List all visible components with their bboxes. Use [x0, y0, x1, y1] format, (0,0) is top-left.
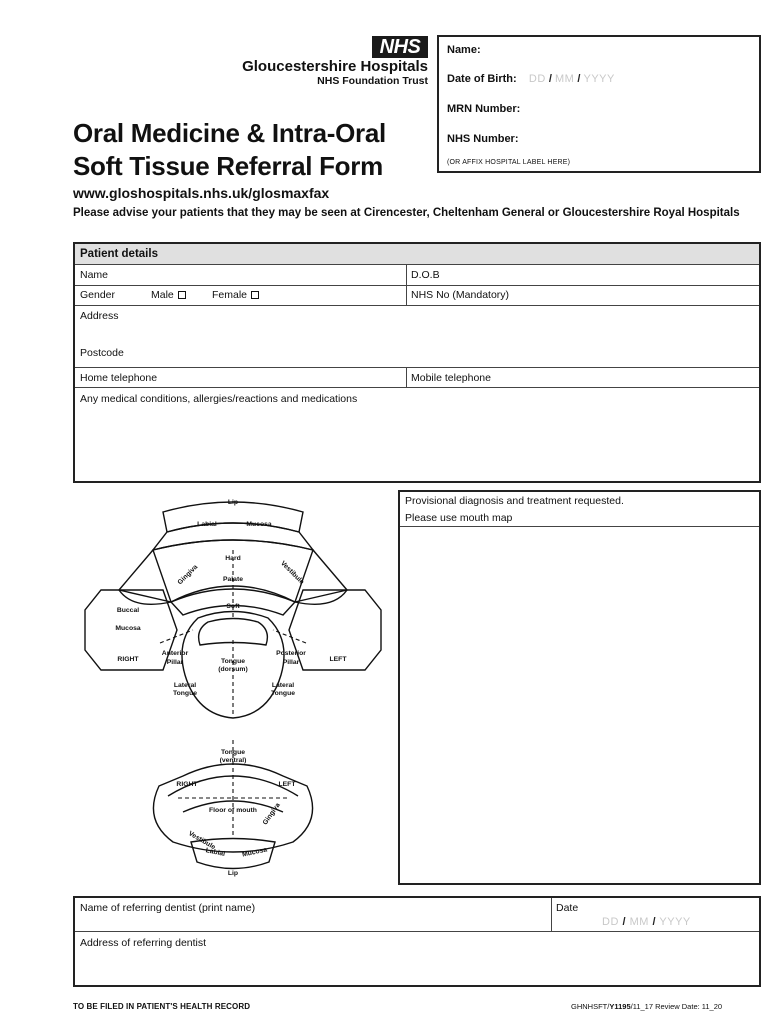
- map-gingiva-lower: Gingiva: [261, 801, 282, 827]
- footer-ref-prefix: GHNHSFT/: [571, 1002, 610, 1011]
- title-line-2: Soft Tissue Referral Form: [73, 151, 383, 181]
- label-nhs: NHS Number:: [447, 133, 519, 145]
- diagnosis-writing-area[interactable]: [400, 526, 759, 527]
- map-anterior: Anterior: [161, 650, 189, 657]
- referral-date-format: DD / MM / YYYY: [602, 916, 691, 928]
- field-medical-conditions[interactable]: Any medical conditions, allergies/reactions and medications: [80, 393, 358, 405]
- vestibule-left-region: [295, 550, 347, 602]
- label-name: Name:: [447, 44, 481, 56]
- map-lip-lower: Lip: [227, 870, 239, 877]
- nhs-logo: NHS: [372, 36, 428, 58]
- map-vestibule-lower: Vestibule: [187, 830, 217, 852]
- female-checkbox[interactable]: [251, 291, 259, 299]
- row-gender-nhs: [75, 286, 759, 306]
- map-posterior: Posterior: [276, 650, 306, 657]
- map-buccal: Buccal: [116, 607, 140, 614]
- footer-reference: [571, 1002, 722, 1012]
- title-line-1: Oral Medicine & Intra-Oral: [73, 118, 386, 148]
- date-mm: MM: [629, 916, 649, 928]
- field-dob[interactable]: D.O.B: [411, 269, 440, 281]
- map-palate: Palate: [222, 576, 244, 583]
- dob-mm: MM: [554, 73, 575, 85]
- field-postcode[interactable]: Postcode: [80, 347, 124, 359]
- map-upper-mucosa: Mucosa: [246, 521, 272, 528]
- mouth-map-diagram[interactable]: [73, 490, 393, 885]
- map-dorsum: (dorsum): [218, 666, 248, 673]
- map-lateral-left: Lateral: [271, 682, 295, 689]
- row-telephone: [75, 368, 759, 388]
- provisional-diagnosis-box[interactable]: [398, 490, 761, 885]
- field-name[interactable]: Name: [80, 269, 109, 281]
- female-label: Female: [212, 289, 248, 301]
- label-mrn: MRN Number:: [447, 103, 521, 115]
- map-lateral-tongue-right: Tongue: [172, 690, 198, 697]
- map-lateral-tongue-left: Tongue: [270, 690, 296, 697]
- map-left-upper: LEFT: [329, 656, 347, 663]
- map-soft: Soft: [226, 603, 240, 610]
- field-nhs-no[interactable]: NHS No (Mandatory): [411, 289, 510, 301]
- field-mobile-telephone[interactable]: Mobile telephone: [411, 372, 491, 384]
- map-floor-of-mouth: Floor of mouth: [209, 807, 257, 814]
- field-referring-name[interactable]: Name of referring dentist (print name): [80, 902, 256, 914]
- map-tongue: Tongue: [220, 658, 246, 665]
- label-dob-row: Date of Birth: DD / MM / YYYY: [447, 73, 615, 85]
- trust-name: Gloucestershire Hospitals: [242, 58, 428, 75]
- map-vestibule-upper: Vestibule: [279, 559, 306, 586]
- map-lateral-right: Lateral: [173, 682, 197, 689]
- map-mucosa-lower: Mucosa: [241, 846, 268, 859]
- map-upper-labial: Labial: [197, 521, 217, 528]
- map-right-lower: RIGHT: [176, 781, 198, 788]
- diagnosis-instruction: Please use mouth map: [405, 512, 513, 524]
- website-link[interactable]: www.gloshospitals.nhs.uk/glosmaxfax: [73, 185, 330, 201]
- patient-label-box: [437, 35, 761, 173]
- map-tongue-ventral: Tongue: [220, 749, 246, 756]
- gender-male[interactable]: [151, 288, 186, 302]
- row-name-dob: [75, 265, 759, 286]
- map-ventral: (ventral): [219, 757, 247, 764]
- referring-dentist-table: [73, 896, 761, 987]
- map-hard: Hard: [225, 555, 241, 562]
- field-referring-address[interactable]: Address of referring dentist: [80, 937, 207, 949]
- row-address: [75, 306, 759, 368]
- field-address[interactable]: Address: [80, 310, 119, 322]
- map-upper-lip: Lip: [227, 499, 239, 506]
- footer-ref-suffix: /11_17 Review Date: 11_20: [630, 1002, 723, 1011]
- field-referral-date[interactable]: Date: [556, 902, 579, 914]
- label-affix-note: (OR AFFIX HOSPITAL LABEL HERE): [447, 159, 571, 166]
- patient-details-heading: Patient details: [75, 244, 759, 265]
- map-left-lower: LEFT: [278, 781, 296, 788]
- form-title: [73, 117, 386, 183]
- dob-dd: DD: [528, 73, 546, 85]
- map-buccal-mucosa: Mucosa: [115, 625, 141, 632]
- male-label: Male: [151, 289, 174, 301]
- label-dob: Date of Birth:: [447, 73, 517, 85]
- gingiva-right-region: [119, 550, 171, 602]
- trust-subtitle: NHS Foundation Trust: [317, 75, 428, 87]
- date-dd: DD: [602, 916, 619, 928]
- dob-yyyy: YYYY: [583, 73, 615, 85]
- footer-ref-code: Y1195: [609, 1002, 631, 1011]
- advice-text: Please advise your patients that they may be seen at Cirencester, Cheltenham General or Gloucestershire Royal Hospitals: [73, 207, 740, 219]
- map-right-upper: RIGHT: [117, 656, 139, 663]
- map-anterior-pillar: Pillar: [166, 659, 184, 666]
- map-labial-lower: Labial: [204, 847, 226, 858]
- map-posterior-pillar: Pillar: [282, 659, 300, 666]
- field-home-telephone[interactable]: Home telephone: [80, 372, 158, 384]
- gender-female[interactable]: [212, 288, 259, 302]
- male-checkbox[interactable]: [178, 291, 186, 299]
- footer-filing-note: TO BE FILED IN PATIENT'S HEALTH RECORD: [73, 1002, 251, 1011]
- row-referring-name: [75, 898, 759, 932]
- date-yyyy: YYYY: [659, 916, 691, 928]
- map-gingiva-upper: Gingiva: [176, 563, 200, 587]
- patient-details-table: [73, 242, 761, 483]
- diagnosis-heading: Provisional diagnosis and treatment requested.: [405, 495, 624, 507]
- mouth-map[interactable]: [73, 490, 393, 885]
- upper-labial-mucosa-region: [153, 523, 313, 550]
- field-gender: Gender: [80, 289, 116, 301]
